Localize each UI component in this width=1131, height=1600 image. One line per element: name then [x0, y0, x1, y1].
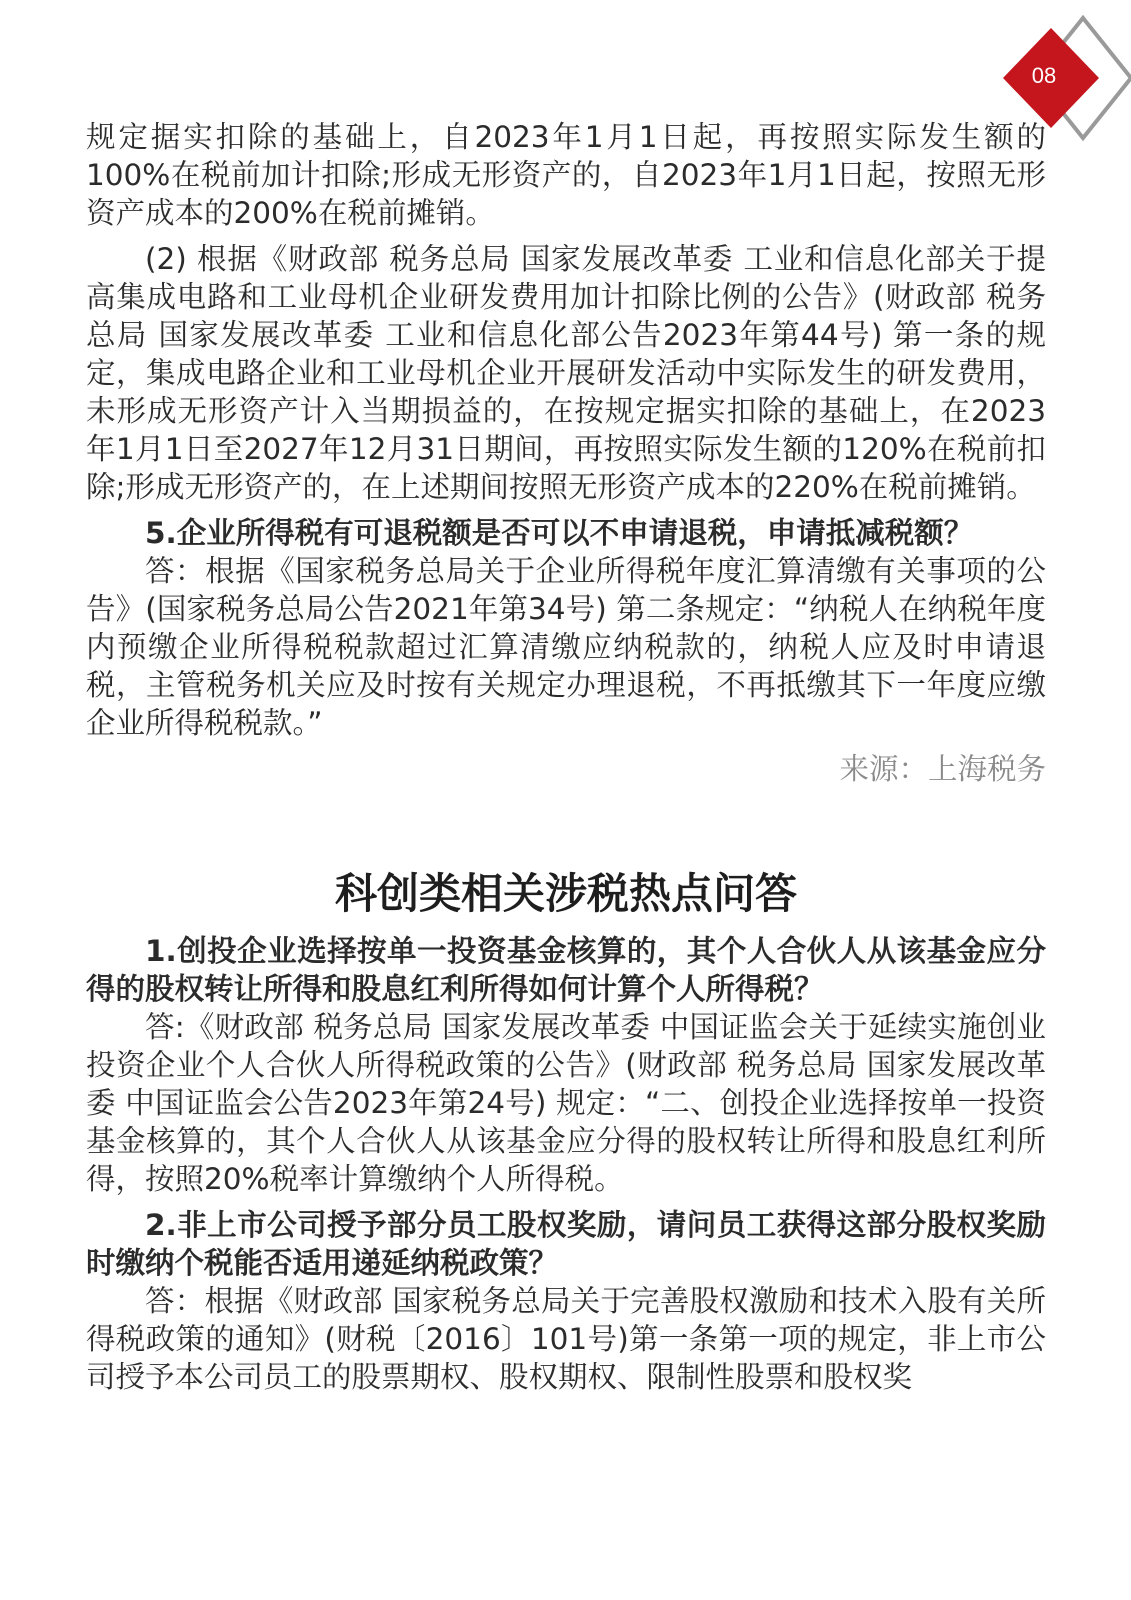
paragraph-item-2: (2) 根据《财政部 税务总局 国家发展改革委 工业和信息化部关于提高集成电路和工业母机企业研发费用加计扣除比例的公告》(财政部 税务总局 国家发展改革委 工业和信息化部公告2023年第44号) 第一条的规定，集成电路企业和工业母机企业开展研发活动中实际发生的研发费用，未形成无形资产计入当期损益的，在按规定据实扣除的基础上，在2023年1月1日至2027年12月31日期间，再按照实际发生额的120%在税前扣除;形成无形资产的，在上述期间按照无形资产成本的220%在税前摊销。 — [86, 242, 1046, 504]
answer-5: 答：根据《国家税务总局关于企业所得税年度汇算清缴有关事项的公告》(国家税务总局公告2021年第34号) 第二条规定：“纳税人在纳税年度内预缴企业所得税税款超过汇算清缴应纳税款的，纳税人应及时申请退税，主管税务机关应及时按有关规定办理退税，不再抵缴其下一年度应缴企业所得税税款。” — [86, 554, 1046, 740]
document-body — [86, 118, 1046, 1396]
question-1: 1.创投企业选择按单一投资基金核算的，其个人合伙人从该基金应分得的股权转让所得和股息红利所得如何计算个人所得税？ — [86, 934, 1046, 1006]
answer-1: 答:《财政部 税务总局 国家发展改革委 中国证监会关于延续实施创业投资企业个人合伙人所得税政策的公告》(财政部 税务总局 国家发展改革委 中国证监会公告2023年第24号) 规定：“二、创投企业选择按单一投资基金核算的，其个人合伙人从该基金应分得的股权转让所得和股息红利所得，按照20%税率计算缴纳个人所得税。 — [86, 1010, 1046, 1196]
page-number: 08 — [1031, 63, 1057, 88]
section-title: 科创类相关涉税热点问答 — [334, 869, 797, 918]
source-note: 来源：上海税务 — [839, 752, 1046, 786]
answer-2: 答：根据《财政部 国家税务总局关于完善股权激励和技术入股有关所得税政策的通知》(财税〔2016〕101号)第一条第一项的规定，非上市公司授予本公司员工的股票期权、股权期权、限制性股票和股权奖 — [86, 1284, 1046, 1394]
question-2: 2.非上市公司授予部分员工股权奖励，请问员工获得这部分股权奖励时缴纳个税能否适用递延纳税政策？ — [86, 1208, 1046, 1280]
question-5: 5.企业所得税有可退税额是否可以不申请退税，申请抵减税额？ — [145, 516, 974, 550]
paragraph-continued: 规定据实扣除的基础上，自2023年1月1日起，再按照实际发生额的100%在税前加计扣除;形成无形资产的，自2023年1月1日起，按照无形资产成本的200%在税前摊销。 — [86, 120, 1046, 230]
